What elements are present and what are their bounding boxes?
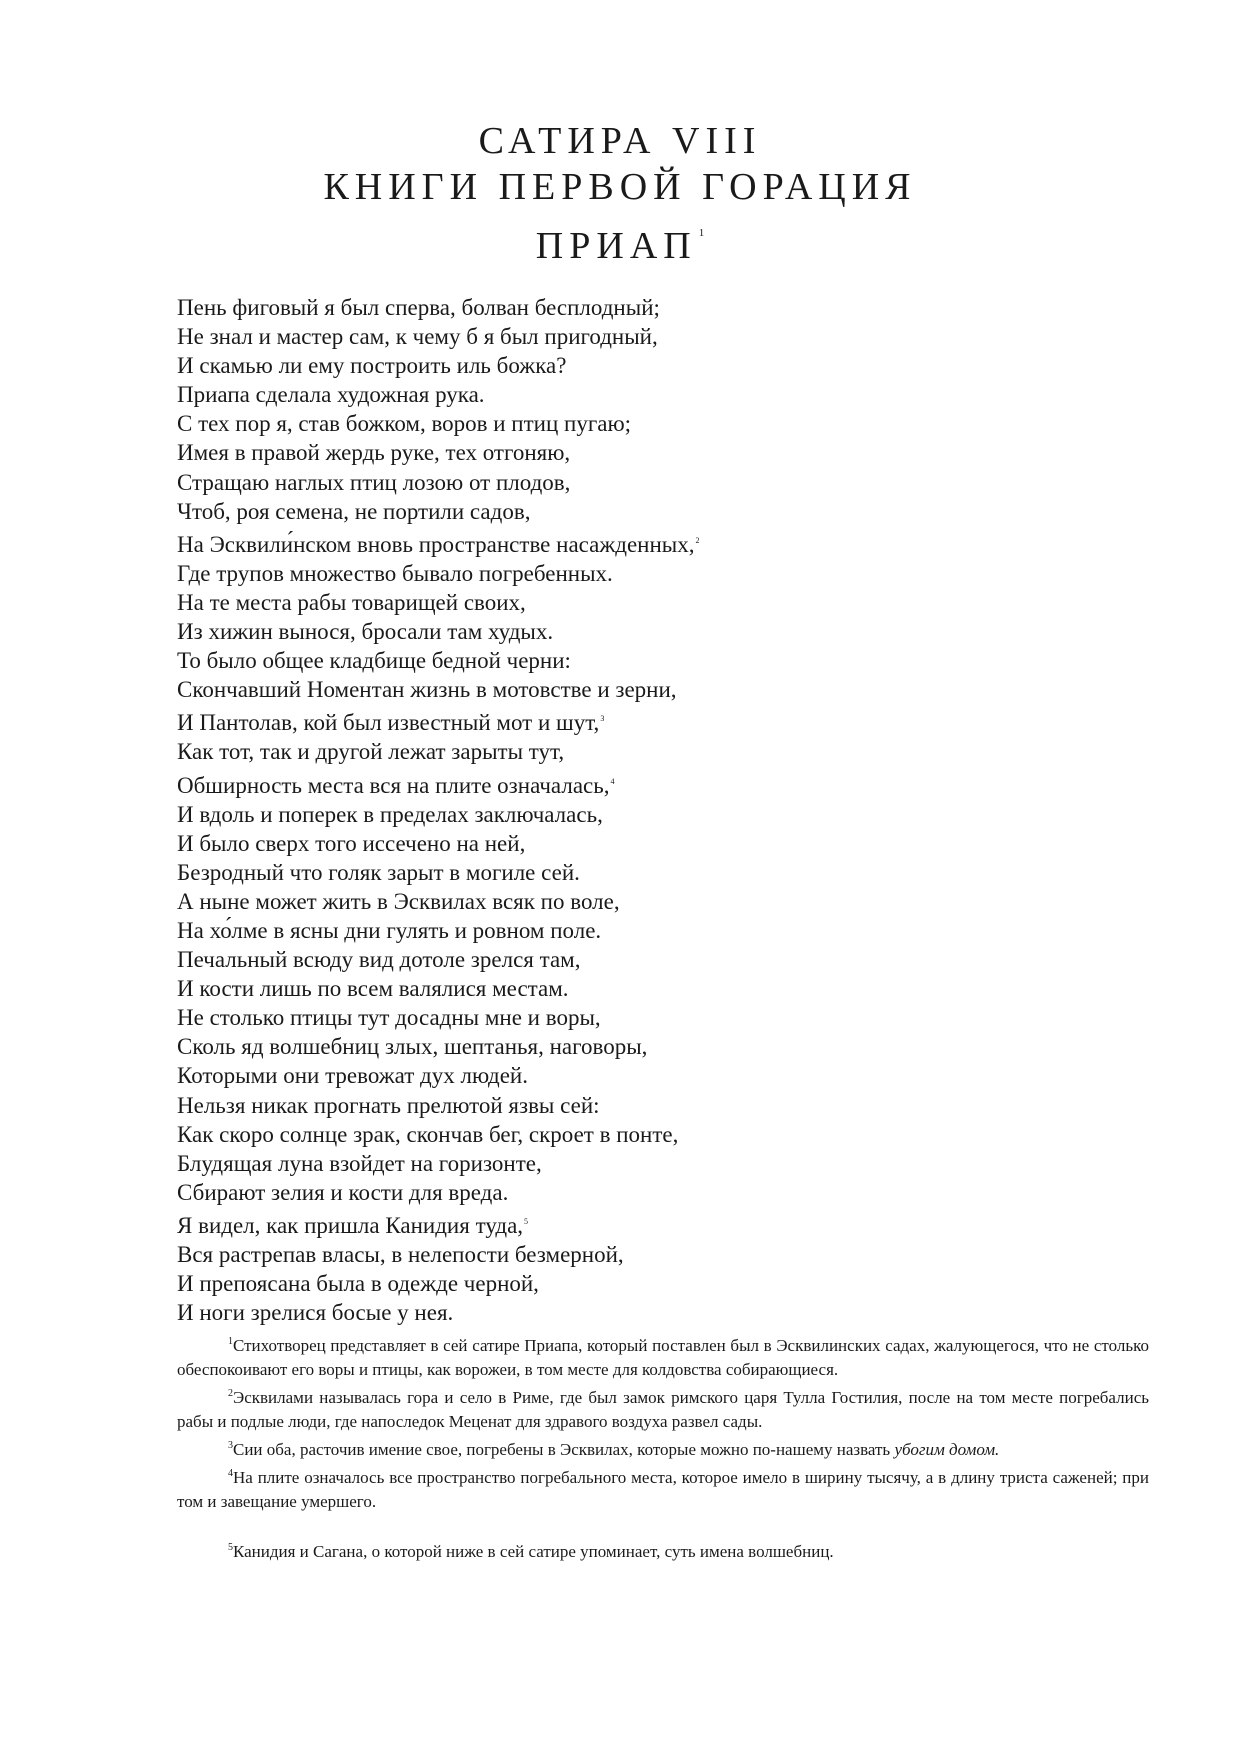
poem-line-text: И кости лишь по всем валялися местам.	[177, 976, 569, 1002]
poem-line-text: И препоясана была в одежде черной,	[177, 1271, 539, 1297]
poem-line-text: Чтоб, роя семена, не портили садов,	[177, 498, 531, 524]
footnote-text: Канидия и Сагана, о которой ниже в сей сатире упоминает, суть имена волшебниц.	[233, 1542, 834, 1561]
footnote-number: 1	[228, 1336, 233, 1347]
footnote-ref[interactable]: 2	[695, 535, 700, 545]
title-book: КНИГИ ПЕРВОЙ ГОРАЦИЯ	[323, 166, 917, 208]
footnote-text: Эсквилами называлась гора и село в Риме, где был замок римского царя Тулла Гостилия, после на том месте погребались рабы и подлые люди, где напоследок Меценат для здравого воздуха развел сады.	[177, 1388, 1149, 1431]
footnote-number: 2	[228, 1388, 233, 1399]
poem-line	[177, 1240, 1077, 1269]
poem-line-text: Безродный что голяк зарыт в могиле сей.	[177, 859, 580, 885]
poem-line	[177, 945, 1077, 974]
footnote	[177, 1434, 1149, 1462]
footnote-text: Стихотворец представляет в сей сатире Приапа, который поставлен был в Эсквилинских садах, жалующегося, что не столько обеспокоивают его воры и птицы, как ворожеи, в том месте для колдовства собирающиеся.	[177, 1336, 1149, 1379]
poem-line-text: Стращаю наглых птиц лозою от плодов,	[177, 469, 571, 495]
poem-line	[177, 438, 1077, 467]
footnote	[177, 1382, 1149, 1434]
poem-line-text: Имея в правой жердь руке, тех отгоняю,	[177, 440, 571, 466]
poem-line	[177, 588, 1077, 617]
poem-line	[177, 1207, 1077, 1240]
poem-line	[177, 767, 1077, 800]
footnote-ref[interactable]: 3	[600, 714, 605, 724]
poem-line-text: Сколь яд волшебниц злых, шептанья, наговоры,	[177, 1034, 648, 1060]
poem-line-text: Я видел, как пришла Канидия туда,	[177, 1212, 524, 1238]
poem-line	[177, 1091, 1077, 1120]
poem-line	[177, 468, 1077, 497]
poem-line-text: На те места рабы товарищей своих,	[177, 589, 526, 615]
poem-line-text: Скончавший Номентан жизнь в мотовстве и зерни,	[177, 677, 677, 703]
poem-line	[177, 1003, 1077, 1032]
poem-line-text: Из хижин вынося, бросали там худых.	[177, 619, 554, 645]
poem-line	[177, 1149, 1077, 1178]
poem-line	[177, 497, 1077, 526]
poem-line	[177, 858, 1077, 887]
poem-line-text: И Пантолав, кой был известный мот и шут,	[177, 710, 600, 736]
poem-line	[177, 559, 1077, 588]
title-name	[0, 210, 1240, 269]
poem-line-text: А ныне может жить в Эсквилах всяк по воле,	[177, 888, 620, 914]
poem-line-text: Как тот, так и другой лежат зарыты тут,	[177, 739, 565, 765]
poem-line	[177, 1032, 1077, 1061]
poem-line	[177, 1269, 1077, 1298]
poem-line-text: Как скоро солнце зрак, скончав бег, скроет в понте,	[177, 1121, 679, 1147]
poem-line	[177, 916, 1077, 945]
poem-line-text: Нельзя никак прогнать прелютой язвы сей:	[177, 1092, 600, 1118]
poem-line	[177, 1061, 1077, 1090]
title-name-text: ПРИАП	[535, 225, 697, 267]
footnotes	[177, 1330, 1149, 1564]
poem-body	[177, 293, 1077, 1327]
poem-line	[177, 829, 1077, 858]
poem-line-text: Блудящая луна взойдет на горизонте,	[177, 1150, 542, 1176]
poem-line-text: На Эсквили́нском вновь пространстве насажденных,	[177, 531, 695, 557]
poem-line	[177, 800, 1077, 829]
poem-line-text: Которыми они тревожат дух людей.	[177, 1063, 528, 1089]
poem-line	[177, 887, 1077, 916]
poem-line-text: И вдоль и поперек в пределах заключалась,	[177, 801, 603, 827]
poem-line-text: И ноги зрелися босые у нея.	[177, 1300, 454, 1326]
poem-line	[177, 704, 1077, 737]
footnote-number: 3	[228, 1440, 233, 1451]
title-block	[0, 118, 1240, 269]
poem-line-text: С тех пор я, став божком, воров и птиц пугаю;	[177, 411, 632, 437]
footnote-ref[interactable]: 4	[610, 776, 615, 786]
poem-line	[177, 617, 1077, 646]
poem-line-text: На хо́лме в ясны дни гулять и ровном поле.	[177, 917, 602, 943]
poem-line	[177, 526, 1077, 559]
poem-line-text: И скамью ли ему построить иль божка?	[177, 353, 567, 379]
poem-line	[177, 974, 1077, 1003]
poem-line-text: То было общее кладбище бедной черни:	[177, 648, 571, 674]
poem-line-text: Пень фиговый я был сперва, болван бесплодный;	[177, 295, 660, 320]
poem-line-text: Обширность места вся на плите означалась,	[177, 772, 610, 798]
poem-line-text: Вся растрепав власы, в нелепости безмерной,	[177, 1242, 624, 1267]
footnote	[177, 1330, 1149, 1382]
footnote	[177, 1462, 1149, 1514]
poem-line-text: И было сверх того иссечено на ней,	[177, 830, 526, 856]
footnote-number: 5	[228, 1542, 233, 1553]
poem-line	[177, 737, 1077, 766]
footnote-text: Сии оба, расточив имение свое, погребены в Эсквилах, которые можно по-нашему назвать	[233, 1440, 895, 1459]
title-satire-number: САТИРА VIII	[478, 120, 762, 162]
poem-line-text: Сбирают зелия и кости для вреда.	[177, 1179, 509, 1205]
poem-line	[177, 1298, 1077, 1327]
poem-line	[177, 409, 1077, 438]
footnote-number: 4	[228, 1468, 233, 1479]
poem-line-text: Не знал и мастер сам, к чему б я был пригодный,	[177, 324, 658, 350]
poem-line	[177, 322, 1077, 351]
poem-line-text: Приапа сделала художная рука.	[177, 382, 485, 408]
footnote-ref[interactable]: 1	[698, 227, 705, 239]
footnote-ref[interactable]: 5	[524, 1216, 529, 1226]
poem-line	[177, 351, 1077, 380]
poem-line	[177, 646, 1077, 675]
poem-line-text: Где трупов множество бывало погребенных.	[177, 560, 613, 586]
poem-line-text: Не столько птицы тут досадны мне и воры,	[177, 1005, 601, 1031]
footnote-italic-text: убогим домом.	[894, 1440, 1000, 1459]
poem-line	[177, 675, 1077, 704]
footnote	[177, 1536, 1149, 1564]
footnote-text: На плите означалось все пространство погребального места, которое имело в ширину тысячу, а в длину триста саженей; при том и завещание умершего.	[177, 1468, 1149, 1511]
poem-line-text: Печальный всюду вид дотоле зрелся там,	[177, 947, 581, 973]
poem-line	[177, 380, 1077, 409]
poem-line	[177, 1178, 1077, 1207]
poem-line	[177, 293, 1077, 322]
poem-line	[177, 1120, 1077, 1149]
